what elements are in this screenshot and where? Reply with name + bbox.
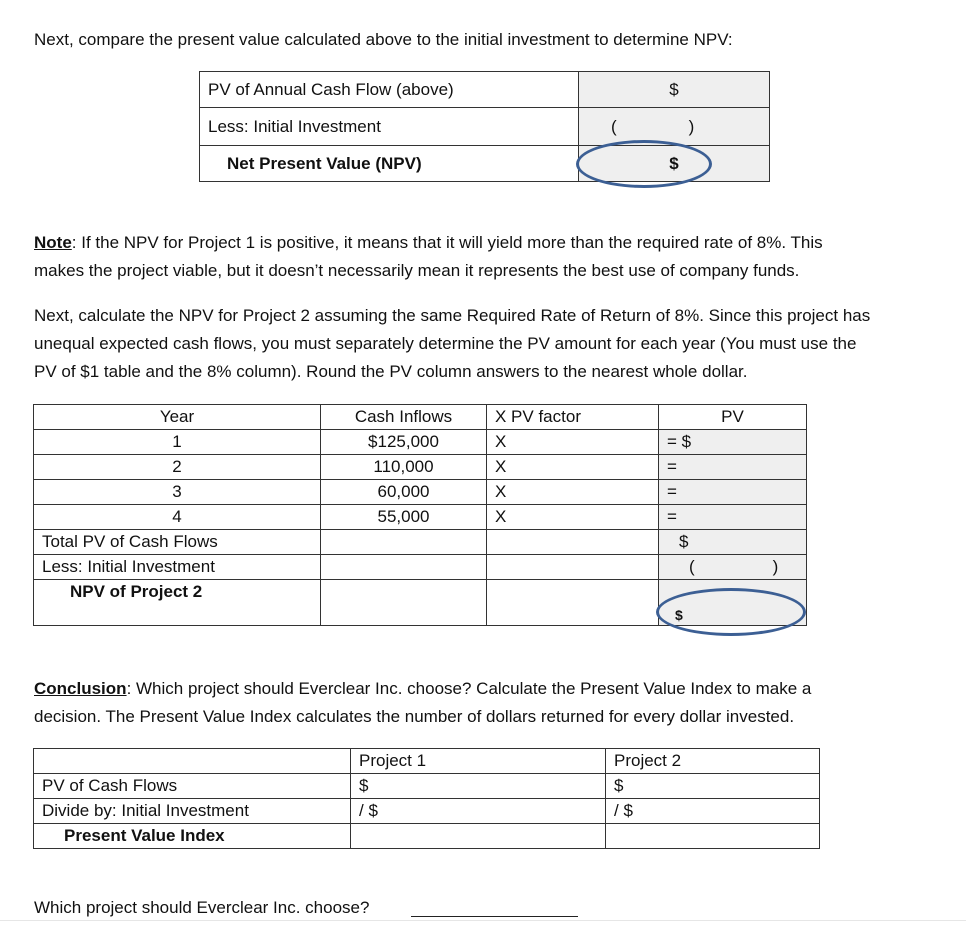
pvi-row-label: Present Value Index: [34, 824, 351, 849]
inflow-cell: 55,000: [321, 505, 487, 530]
note-line1: : If the NPV for Project 1 is positive, it means that it will yield more than the required rate of 8%. This: [71, 233, 823, 252]
npv1-row-npv-label: Net Present Value (NPV): [200, 146, 579, 182]
npv-empty-cell: [487, 580, 659, 626]
npv1-row-pv-value[interactable]: $: [579, 72, 770, 108]
conclusion-line1: : Which project should Everclear Inc. choose? Calculate the Present Value Index to make a: [126, 679, 812, 698]
pvi-p2-cell[interactable]: [606, 824, 820, 849]
npv1-row-investment-label: Less: Initial Investment: [200, 108, 579, 146]
note-label: Note: [34, 233, 72, 252]
factor-cell[interactable]: X: [487, 430, 659, 455]
pvi-p1-cell[interactable]: [351, 824, 606, 849]
conclusion-line2: decision. The Present Value Index calculates the number of dollars returned for every dollar invested.: [34, 707, 795, 726]
total-empty-cell: [321, 530, 487, 555]
pv-cell[interactable]: =: [659, 455, 807, 480]
pvi-p1-cell[interactable]: $: [351, 774, 606, 799]
table-row: [34, 480, 807, 505]
pv-cell[interactable]: = $: [659, 430, 807, 455]
year-cell: 4: [34, 505, 321, 530]
inflow-cell: 110,000: [321, 455, 487, 480]
pvi-p2-cell[interactable]: $: [606, 774, 820, 799]
note-paragraph: [34, 229, 823, 285]
pv-cell[interactable]: =: [659, 505, 807, 530]
conclusion-label: Conclusion: [34, 679, 127, 698]
instruction-line1: Next, calculate the NPV for Project 2 assuming the same Required Rate of Return of 8%. Since this project has: [34, 306, 871, 325]
table-row: [34, 824, 820, 849]
pvi-header-empty: [34, 749, 351, 774]
npv-project2-label: NPV of Project 2: [34, 580, 321, 626]
note-line2: makes the project viable, but it doesn’t necessarily mean it represents the best use of company funds.: [34, 261, 800, 280]
conclusion-paragraph: [34, 675, 811, 731]
pvi-header-project2: Project 2: [606, 749, 820, 774]
inflow-cell: 60,000: [321, 480, 487, 505]
npv2-highlight-oval: [656, 588, 806, 636]
inflow-cell: $125,000: [321, 430, 487, 455]
npv1-row-investment-value[interactable]: ( ): [579, 108, 770, 146]
pvi-p2-cell[interactable]: / $: [606, 799, 820, 824]
year-cell: 1: [34, 430, 321, 455]
final-question: Which project should Everclear Inc. choose?: [34, 898, 370, 917]
table-row: [34, 455, 807, 480]
factor-cell[interactable]: X: [487, 455, 659, 480]
npv1-row-pv-label: PV of Annual Cash Flow (above): [200, 72, 579, 108]
table-row: [34, 505, 807, 530]
total-empty-cell: [487, 530, 659, 555]
pvi-row-label: Divide by: Initial Investment: [34, 799, 351, 824]
year-cell: 3: [34, 480, 321, 505]
less-empty-cell: [487, 555, 659, 580]
table-row: [34, 430, 807, 455]
less-investment-value[interactable]: ( ): [659, 555, 807, 580]
instruction-line2: unequal expected cash flows, you must separately determine the PV amount for each year (You must use the: [34, 334, 857, 353]
year-cell: 2: [34, 455, 321, 480]
factor-cell[interactable]: X: [487, 505, 659, 530]
header-pv-factor: X PV factor: [487, 405, 659, 430]
header-cash-inflows: Cash Inflows: [321, 405, 487, 430]
pvi-row-label: PV of Cash Flows: [34, 774, 351, 799]
header-pv: PV: [659, 405, 807, 430]
total-pv-label: Total PV of Cash Flows: [34, 530, 321, 555]
npv1-highlight-oval: [576, 140, 712, 188]
table-row: [34, 774, 820, 799]
pvi-p1-cell[interactable]: / $: [351, 799, 606, 824]
answer-blank[interactable]: [411, 916, 578, 917]
npv-empty-cell: [321, 580, 487, 626]
less-empty-cell: [321, 555, 487, 580]
pvi-header-project1: Project 1: [351, 749, 606, 774]
table-row: [34, 799, 820, 824]
instruction-line3: PV of $1 table and the 8% column). Round the PV column answers to the nearest whole dollar.: [34, 362, 748, 381]
total-pv-value[interactable]: $: [659, 530, 807, 555]
present-value-index-table: [33, 748, 820, 849]
intro-text: Next, compare the present value calculated above to the initial investment to determine NPV:: [34, 30, 733, 49]
bottom-divider: [0, 920, 966, 921]
header-year: Year: [34, 405, 321, 430]
factor-cell[interactable]: X: [487, 480, 659, 505]
instruction-paragraph: [34, 302, 870, 386]
pv-cell[interactable]: =: [659, 480, 807, 505]
npv-project2-value[interactable]: $: [659, 580, 807, 626]
npv1-row-npv-value[interactable]: $: [579, 146, 770, 182]
less-investment-label: Less: Initial Investment: [34, 555, 321, 580]
